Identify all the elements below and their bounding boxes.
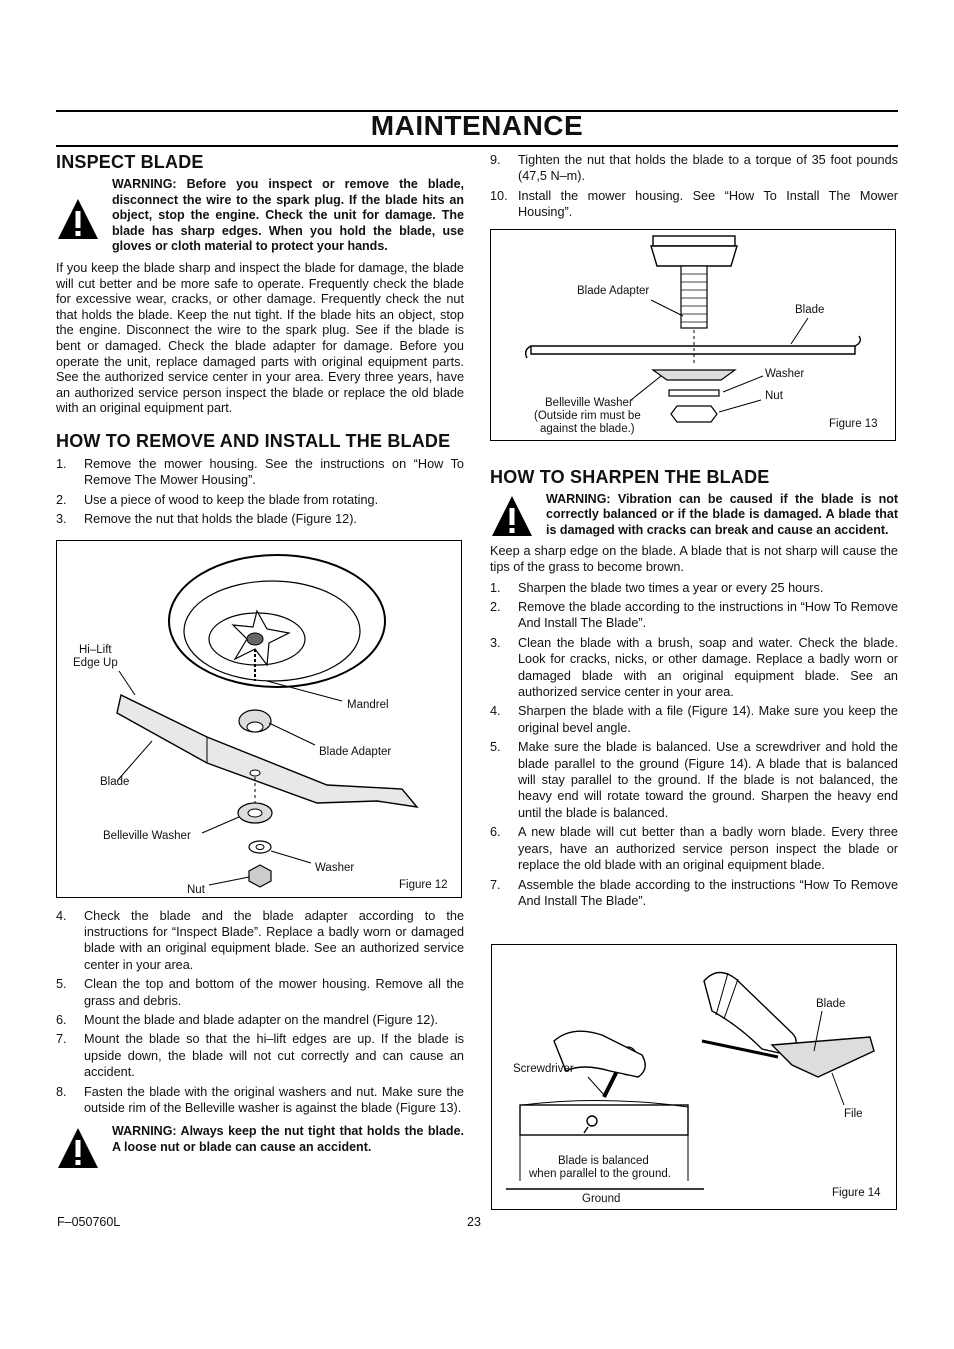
inspect-body: If you keep the blade sharp and inspect the blade for damage, the blade will cut better and be more safe to operate. Frequently check the blade for excessive wear, cracks, or other damage. Frequently check the nut that holds the blade. Keep the nut tight. If the blade hits an object, stop the engine. Disconnect the wire to the spark plug. See if the blade is bent or damaged. Check the blade adapter for damage. Before you operate the unit, replace damaged parts with original equipment parts. See the authorized service center in your area. Every three years, have an authorized service person inspect the blade or replace the old blade with an original equipment part. <box>56 260 464 416</box>
label-belleville-note-2: against the blade.) <box>540 422 635 435</box>
list-item: 2. Remove the blade according to the instructions in “How To Remove And Install The Blade”. <box>490 600 898 631</box>
label-mandrel: Mandrel <box>347 698 389 711</box>
inspect-warning-text: WARNING: Before you inspect or remove the blade, disconnect the wire to the spark plug. If the blade hits an object, stop the engine. Check the unit for damage. The blade has sharp edges. When you hold the blade, use gloves or cloth material to protect your hands. <box>112 177 464 254</box>
list-item: 7. Assemble the blade according to the instructions “How To Remove And Install The Blade”. <box>490 877 898 908</box>
inspect-warning <box>56 177 464 255</box>
label-blade: Blade <box>100 775 130 788</box>
list-item: 1. Remove the mower housing. See the instructions on “How To Remove The Mower Housing”. <box>56 456 464 488</box>
sharpen-body: Keep a sharp edge on the blade. A blade that is not sharp will cause the tips of the grass to become brown. <box>490 544 898 574</box>
right-column <box>490 152 898 917</box>
sharpen-warning <box>490 492 898 539</box>
remove-steps-b <box>56 908 464 1117</box>
list-item: 8. Fasten the blade with the original washers and nut. Make sure the outside rim of the Belleville washer is against the blade (Figure 13). <box>56 1084 464 1115</box>
sharpen-heading: HOW TO SHARPEN THE BLADE <box>490 466 770 487</box>
figure-12-caption: Figure 12 <box>399 878 448 891</box>
list-item: 7. Mount the blade so that the hi–lift edges are up. If the blade is upside down, the blade will not cut correctly and can cause an accident. <box>56 1032 464 1080</box>
label-screwdriver: Screwdriver <box>513 1063 574 1075</box>
label-belleville-note-1: (Outside rim must be <box>534 409 641 422</box>
list-item: 1. Sharpen the blade two times a year or every 25 hours. <box>490 580 824 595</box>
list-item: 6. Mount the blade and blade adapter on the mandrel (Figure 12). <box>56 1012 439 1027</box>
left-column <box>56 152 464 1176</box>
label-blade-adapter: Blade Adapter <box>577 284 650 297</box>
page-title: MAINTENANCE <box>370 110 584 141</box>
list-item: 4. Sharpen the blade with a file (Figure 14). Make sure you keep the original bevel angle. <box>490 704 898 735</box>
nut-warning <box>56 1124 464 1170</box>
list-item: 9. Tighten the nut that holds the blade to a torque of 35 foot pounds (47,5 N–m). <box>490 153 898 184</box>
figure-13-caption: Figure 13 <box>829 417 878 430</box>
list-item: 4. Check the blade and the blade adapter according to the instructions for “Inspect Blade”. Replace a badly worn or damaged blade with an original equipment blade. See an authorized service center in your area. <box>56 908 464 972</box>
title-rule <box>56 145 898 147</box>
footer-code: F–050760L <box>57 1215 121 1229</box>
label-washer: Washer <box>315 861 355 874</box>
list-item: 3. Remove the nut that holds the blade (Figure 12). <box>56 512 357 527</box>
label-file: File <box>844 1108 863 1120</box>
inspect-heading: INSPECT BLADE <box>56 152 204 172</box>
figure-14 <box>491 944 897 1210</box>
page-number: 23 <box>467 1215 481 1229</box>
sharpen-steps <box>490 580 898 910</box>
list-item: 5. Make sure the blade is balanced. Use a screwdriver and hold the blade parallel to the ground (Figure 14). A blade that is balanced will stay parallel to the ground. If the blade is not balanced, the heavy end will rotate toward the ground. Sharpen the heavy end until the blade is balanced. <box>490 740 898 820</box>
figure-13 <box>490 229 896 441</box>
figure-12-illustration <box>57 541 461 897</box>
label-ground: Ground <box>582 1193 621 1205</box>
list-item: 2. Use a piece of wood to keep the blade from rotating. <box>56 492 379 507</box>
figure-12 <box>56 540 462 898</box>
install-steps <box>490 152 898 221</box>
list-item: 5. Clean the top and bottom of the mower housing. Remove all the grass and debris. <box>56 977 464 1008</box>
figure-14-caption: Figure 14 <box>832 1187 881 1199</box>
label-balanced-1: Blade is balanced <box>558 1155 649 1167</box>
list-item: 10. Install the mower housing. See “How To Install The Mower Housing”. <box>490 188 898 220</box>
warning-icon <box>490 494 534 538</box>
label-nut: Nut <box>187 883 205 896</box>
warning-icon <box>56 1126 100 1170</box>
nut-warning-text: WARNING: Always keep the nut tight that holds the blade. A loose nut or blade can cause an accident. <box>112 1124 464 1154</box>
label-hi-lift: Hi–Lift <box>79 643 112 656</box>
list-item: 6. A new blade will cut better than a badly worn blade. Every three years, have an authorized service person inspect the blade or replace the old blade with an original equipment blade. <box>490 825 898 873</box>
label-belleville-washer: Belleville Washer <box>545 396 633 409</box>
label-edge-up: Edge Up <box>73 656 118 669</box>
label-balanced-2: when parallel to the ground. <box>529 1168 671 1180</box>
label-blade-adapter: Blade Adapter <box>319 745 392 758</box>
label-blade: Blade <box>816 998 846 1010</box>
label-blade: Blade <box>795 303 825 316</box>
label-belleville-washer: Belleville Washer <box>103 829 191 842</box>
label-nut: Nut <box>765 389 783 402</box>
sharpen-warning-text: WARNING: Vibration can be caused if the blade is not correctly balanced or if the blade is damaged. A blade that is damaged with cracks can break and cause an accident. <box>546 491 898 537</box>
remove-steps-a <box>56 456 464 528</box>
list-item: 3. Clean the blade with a brush, soap and water. Check the blade. Look for cracks, nicks, or other damage. Replace a badly worn or damaged blade with an original equipment blade. See an authorized service center in your area. <box>490 635 898 700</box>
warning-icon <box>56 197 100 241</box>
remove-heading: HOW TO REMOVE AND INSTALL THE BLADE <box>56 430 451 451</box>
label-washer: Washer <box>765 367 805 380</box>
